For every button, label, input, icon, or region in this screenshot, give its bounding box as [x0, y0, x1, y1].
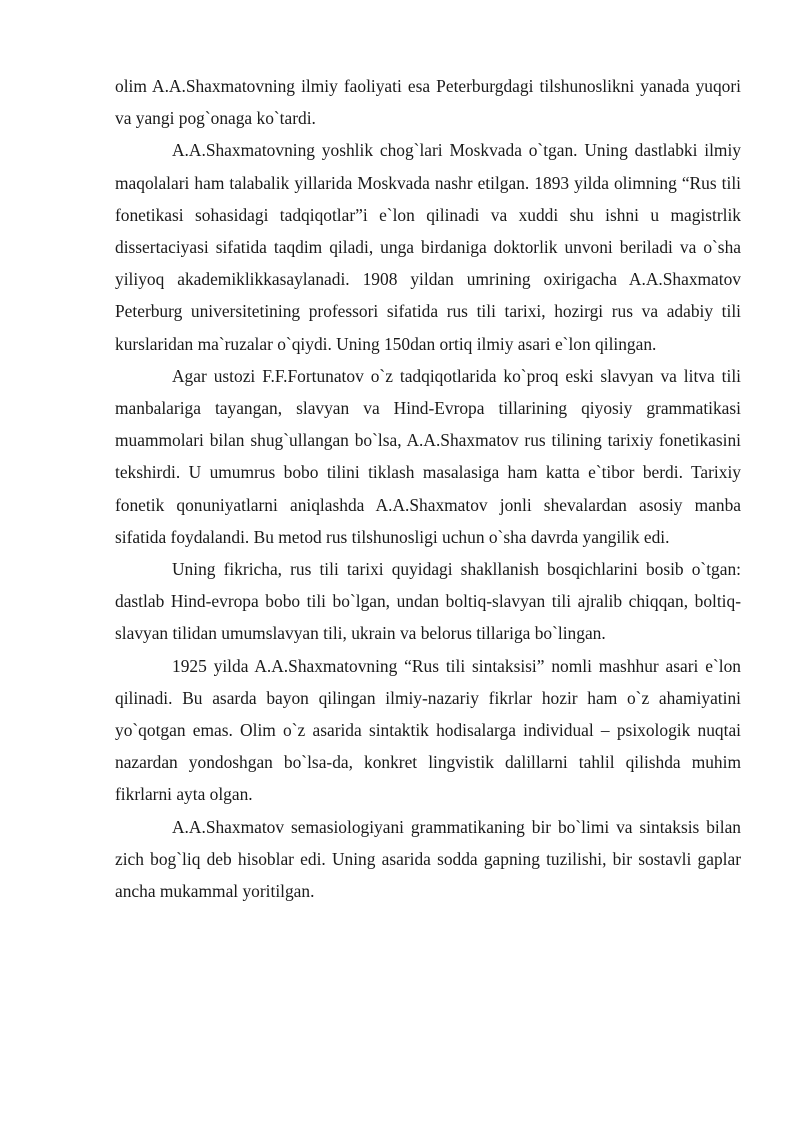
paragraph-2: A.A.Shaxmatovning yoshlik chog`lari Moskvada o`tgan. Uning dastlabki ilmiy maqolalari ham talabalik yillarida Moskvada nashr etilgan. 1893 yilda olimning “Rus tili fonetikasi sohasidagi tadqiqotlar”i e`lon qilinadi va xuddi shu ishni u magistrlik dissertaciyasi sifatida taqdim qiladi, unga birdaniga doktorlik unvoni beriladi va o`sha yiliyoq akademiklikkasaylanadi. 1908 yildan umrining oxirigacha A.A.Shaxmatov Peterburg universitetining professori sifatida rus tili tarixi, hozirgi rus va adabiy tili kurslaridan ma`ruzalar o`qiydi. Uning 150dan ortiq ilmiy asari e`lon qilingan.	[115, 140, 741, 354]
document-body	[115, 70, 741, 907]
paragraph-3: Agar ustozi F.F.Fortunatov o`z tadqiqotlarida ko`proq eski slavyan va litva tili manbalariga tayangan, slavyan va Hind-Evropa tillarining qiyosiy grammatikasi muammolari bilan shug`ullangan bo`lsa, A.A.Shaxmatov rus tilining tarixiy fonetikasini tekshirdi. U umumrus bobo tilini tiklash masalasiga ham katta e`tibor berdi. Tarixiy fonetik qonuniyatlarni aniqlashda A.A.Shaxmatov jonli shevalardan asosiy manba sifatida foydalandi. Bu metod rus tilshunosligi uchun o`sha davrda yangilik edi.	[115, 365, 741, 547]
paragraph-1: olim A.A.Shaxmatovning ilmiy faoliyati esa Peterburgdagi tilshunoslikni yanada yuqori va yangi pog`onaga ko`tardi.	[115, 76, 741, 129]
paragraph-6: A.A.Shaxmatov semasiologiyani grammatikaning bir bo`limi va sintaksis bilan zich bog`liq deb hisoblar edi. Uning asarida sodda gapning tuzilishi, bir sostavli gaplar ancha mukammal yoritilgan.	[115, 816, 741, 902]
paragraph-5: 1925 yilda A.A.Shaxmatovning “Rus tili sintaksisi” nomli mashhur asari e`lon qilinadi. Bu asarda bayon qilingan ilmiy-nazariy fikrlar hozir ham o`z ahamiyatini yo`qotgan emas. Olim o`z asarida sintaktik hodisalarga individual – psixologik nuqtai nazardan yondoshgan bo`lsa-da, konkret lingvistik dalillarni tahlil qilishda muhim fikrlarni ayta olgan.	[115, 655, 741, 805]
paragraph-4: Uning fikricha, rus tili tarixi quyidagi shakllanish bosqichlarini bosib o`tgan: dastlab Hind-evropa bobo tili bo`lgan, undan boltiq-slavyan tili ajralib chiqqan, boltiq-slavyan tilidan umumslavyan tili, ukrain va belorus tillariga bo`lingan.	[115, 559, 741, 644]
